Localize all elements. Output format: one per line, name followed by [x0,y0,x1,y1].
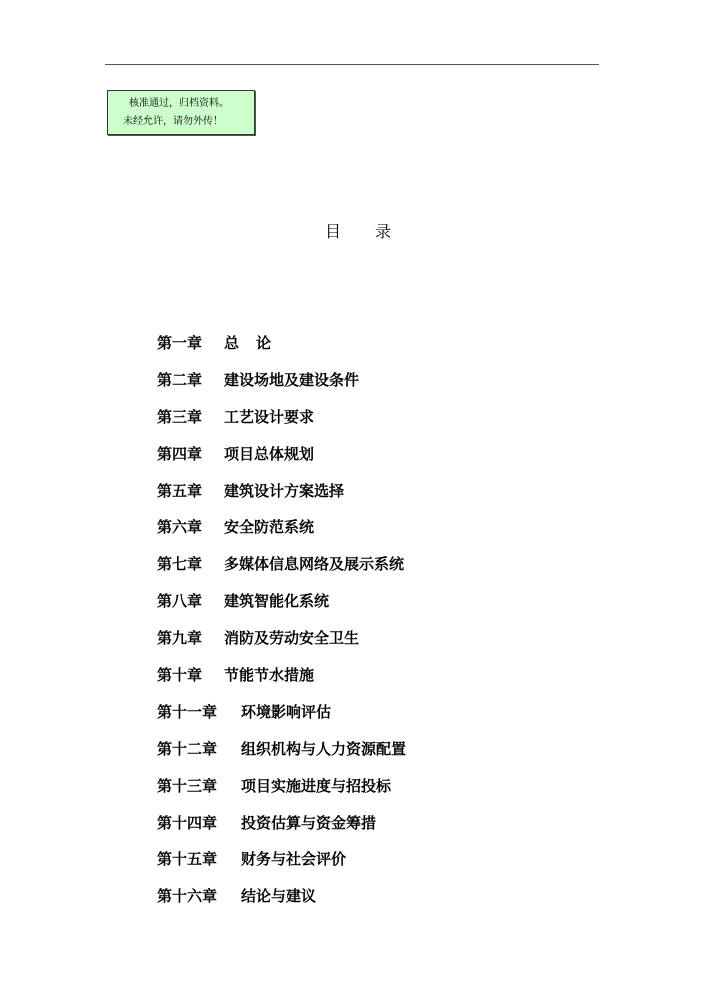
toc-item [157,886,577,923]
toc-chapter: 第十六章 [157,887,218,906]
toc-name: 环境影响评估 [241,702,332,721]
toc-item [157,481,577,518]
toc-chapter: 第十三章 [157,776,218,795]
toc-item [157,849,577,886]
toc-name: 安全防范系统 [224,518,315,537]
toc-name: 工艺设计要求 [224,407,315,426]
toc-item [157,407,577,444]
toc-item [157,665,577,702]
toc-item [157,628,577,665]
toc-name: 组织机构与人力资源配置 [241,739,407,758]
toc-name: 项目总体规划 [224,444,315,463]
toc-chapter: 第十四章 [157,813,218,832]
title-char-2: 录 [375,222,392,241]
toc-item [157,444,577,481]
toc-chapter: 第七章 [157,555,203,574]
toc-chapter: 第二章 [157,370,203,389]
toc-item [157,591,577,628]
toc-item [157,333,577,370]
toc-name: 财务与社会评价 [241,850,347,869]
toc-name: 消防及劳动安全卫生 [224,629,360,648]
toc-chapter: 第八章 [157,592,203,611]
toc-name: 结论与建议 [241,887,317,906]
toc-chapter: 第三章 [157,407,203,426]
header-rule [105,64,599,65]
toc-name: 建设场地及建设条件 [224,370,360,389]
toc-chapter: 第十章 [157,666,203,685]
toc-chapter: 第九章 [157,629,203,648]
page-title [325,222,415,242]
toc-item [157,517,577,554]
toc-chapter: 第六章 [157,518,203,537]
toc-name: 总论 [224,334,289,352]
confidential-stamp [107,90,255,135]
toc-item [157,554,577,591]
toc-item [157,813,577,850]
toc-name: 多媒体信息网络及展示系统 [224,555,405,574]
toc-item [157,776,577,813]
toc-name: 投资估算与资金筹措 [241,813,377,832]
toc-chapter: 第十一章 [157,702,218,721]
title-char-1: 目 [325,222,342,241]
stamp-line-2: 未经允许，请勿外传！ [123,116,223,127]
toc-name: 项目实施进度与招投标 [241,776,392,795]
toc-chapter: 第十二章 [157,739,218,758]
toc-item [157,702,577,739]
toc-chapter: 第五章 [157,481,203,500]
toc-chapter: 第一章 [157,334,203,352]
toc-item [157,370,577,407]
toc-item [157,739,577,776]
toc-chapter: 第四章 [157,444,203,463]
toc-chapter: 第十五章 [157,850,218,869]
table-of-contents [157,333,577,923]
toc-name: 建筑设计方案选择 [224,481,345,500]
toc-name: 建筑智能化系统 [224,592,330,611]
stamp-line-1: 核准通过，归档资料。 [129,98,229,109]
toc-name: 节能节水措施 [224,666,315,685]
